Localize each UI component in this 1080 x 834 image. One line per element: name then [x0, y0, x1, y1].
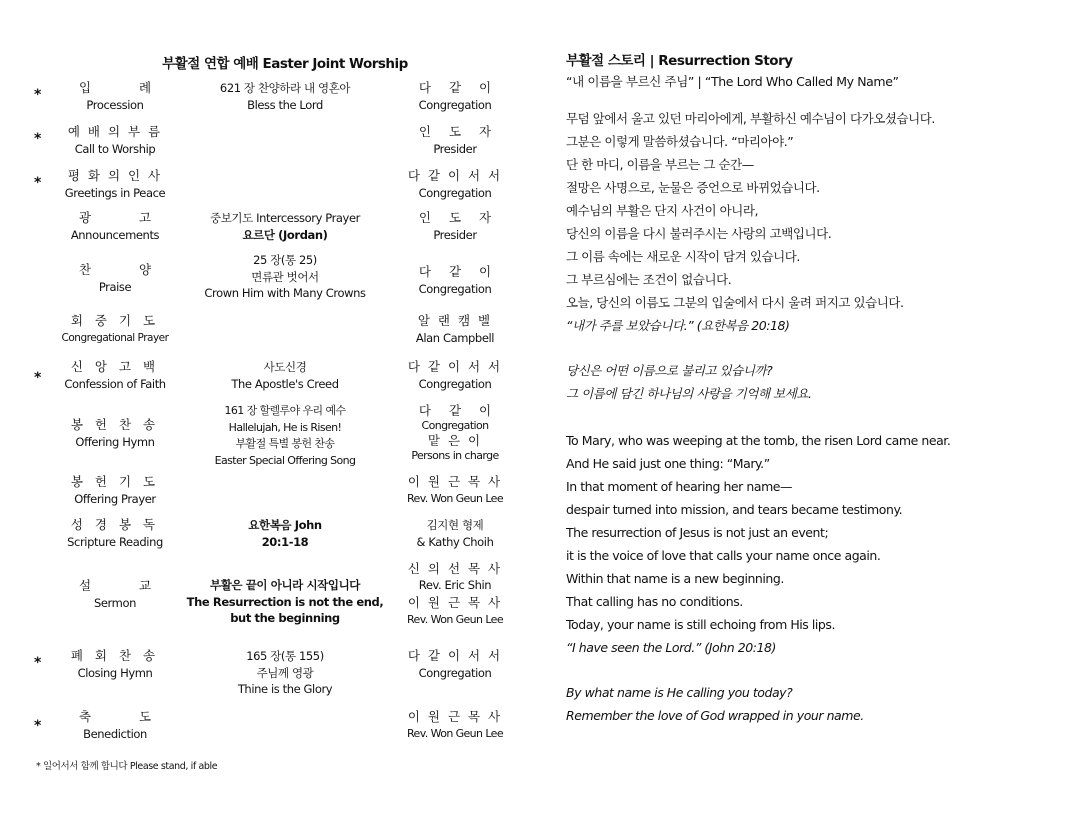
stand-marker: * — [34, 370, 42, 386]
story-question-line: By what name is He calling you today? — [566, 685, 793, 700]
story-korean-body — [566, 107, 1046, 337]
story-english-question — [566, 681, 1046, 727]
story-line: despair turned into mission, and tears became testimony. — [566, 502, 903, 517]
story-question-line: 그 이름에 담긴 하나님의 사랑을 기억해 보세요. — [566, 386, 812, 401]
story-line: In that moment of hearing her name— — [566, 479, 793, 494]
story-line: 단 한 마디, 이름을 부르는 그 순간— — [566, 157, 754, 172]
story-line: Today, your name is still echoing from His lips. — [566, 617, 835, 632]
story-line: 무덤 앞에서 울고 있던 마리아에게, 부활하신 예수님이 다가오셨습니다. — [566, 111, 935, 126]
story-title: 부활절 스토리 | Resurrection Story — [566, 53, 793, 69]
story-verse: “I have seen the Lord.” (John 20:18) — [566, 640, 776, 655]
standing-footnote: * 일어서서 함께 합니다 Please stand, if able — [36, 761, 218, 772]
story-line: 그 이름 속에는 새로운 시작이 담겨 있습니다. — [566, 249, 800, 264]
stand-marker: * — [34, 131, 42, 147]
story-english-body — [566, 429, 1046, 659]
story-line: And He said just one thing: “Mary.” — [566, 456, 770, 471]
bulletin-page: 부활절 연합 예배 Easter Joint Worship * 입 례 Procession 621 장 찬양하라 내 영혼아 Bless the Lord 다 같 이 Congregation * 예 배 의 부 름 Call to Worship 인 도 자 Presider * 평 화 의 인 사 Greetings in Peace 다 같 이 서 서 Congregation 광 고 Announcements 중보기도 Intercessory Prayer 요르단 (Jordan) 인 도 자 Presider 찬 양 Praise 25 장(통 25) 면류관 벗어서 Crown Him with Many Crowns 다 같 이 Congregation 회 중 기 도 Congregational Prayer 알 랜 캠 벨 Alan Campbell * 신 앙 고 백 Confession of Faith 사도신경 The Apostle's Creed 다 같 이 서 서 Congregation 봉 헌 찬 송 Offering Hymn 161 장 할렐루야 우리 예수 Hallelujah, He is Risen! 부활절 특별 봉헌 찬송 Easter Special Offering Song 다 같 이 Congregation 맡 은 이 Persons in charge 봉 헌 기 도 Offering Prayer 이 원 근 목 사 Rev. Won Geun Lee 성 경 봉 독 Scripture Reading 요한복음 John 20:1-18 김지현 형제 & Kathy Choih 설 교 Sermon 부활은 끝이 아니라 시작입니다 The Resurrection is not the end, but the beginning 신 의 선 목 사 Rev. Eric Shin 이 원 근 목 사 Rev. Won Geun Lee * 폐 회 찬 송 Closing Hymn 165 장(통 155) 주님께 영광 Thine is the Glory 다 같 이 서 서 Congregation * 축 도 Benediction 이 원 근 목 사 Rev. Won Geun Lee * 일어서서 함께 합니다 Please stand, if able 부활절 스토리 | Resurrection Story “내 이름을 부르신 주님” | “The Lord Who Called My Name” 무덤 앞에서 울고 있던 마리아에게, 부활하신 예수님이 다가오셨습니다. 그분은 이렇게 말씀하셨습니다. “마리아야.” 단 한 마디, 이름을 부르는 그 순간— 절망은 사명으로, 눈물은 증언으로 바뀌었습니다. 예수님의 부활은 단지 사건이 아니라, 당신의 이름을 다시 불러주시는 사랑의 고백입니다. 그 이름 속에는 새로운 시작이 담겨 있습니다. 그 부르심에는 조건이 없습니다. 오늘, 당신의 이름도 그분의 입술에서 다시 울려 퍼지고 있습니다. “내가 주를 보았습니다.” (요한복음 20:18) 당신은 어떤 이름으로 불리고 있습니까? 그 이름에 담긴 하나님의 사랑을 기억해 보세요. To Mary, who was weeping at the tomb, the risen Lord came near. And He said just one thing: “Mary.” In that moment of hearing her name— despair turned into mission, and tears became testimony. The resurrection of Jesus is not just an event; it is the voice of love that calls your name once again. Within that name is a new beginning. That calling has no conditions. Today, your name is still echoing from His lips. “I have seen the Lord.” (John 20:18) By what name is He calling you today? Remember the love of God wrapped in your name. — [0, 0, 1080, 834]
story-line: That calling has no conditions. — [566, 594, 743, 609]
worship-title: 부활절 연합 예배 Easter Joint Worship — [162, 56, 408, 72]
stand-marker: * — [34, 655, 42, 671]
story-line: To Mary, who was weeping at the tomb, the risen Lord came near. — [566, 433, 951, 448]
story-line: 오늘, 당신의 이름도 그분의 입술에서 다시 울려 퍼지고 있습니다. — [566, 295, 904, 310]
story-section — [566, 52, 1046, 727]
story-line: 그 부르심에는 조건이 없습니다. — [566, 272, 732, 287]
story-korean-question — [566, 359, 1046, 405]
story-subtitle: “내 이름을 부르신 주님” | “The Lord Who Called My Name” — [566, 74, 899, 89]
stand-marker: * — [34, 718, 42, 734]
story-line: 당신의 이름을 다시 불러주시는 사랑의 고백입니다. — [566, 226, 832, 241]
stand-marker: * — [34, 175, 42, 191]
story-line: 그분은 이렇게 말씀하셨습니다. “마리아야.” — [566, 134, 794, 149]
story-question-line: 당신은 어떤 이름으로 불리고 있습니까? — [566, 363, 773, 378]
story-line: 절망은 사명으로, 눈물은 증언으로 바뀌었습니다. — [566, 180, 820, 195]
story-question-line: Remember the love of God wrapped in your name. — [566, 708, 864, 723]
stand-marker: * — [34, 87, 42, 103]
story-line: it is the voice of love that calls your name once again. — [566, 548, 881, 563]
story-line: The resurrection of Jesus is not just an event; — [566, 525, 829, 540]
story-verse: “내가 주를 보았습니다.” (요한복음 20:18) — [566, 318, 790, 333]
story-line: 예수님의 부활은 단지 사건이 아니라, — [566, 203, 758, 218]
story-line: Within that name is a new beginning. — [566, 571, 784, 586]
